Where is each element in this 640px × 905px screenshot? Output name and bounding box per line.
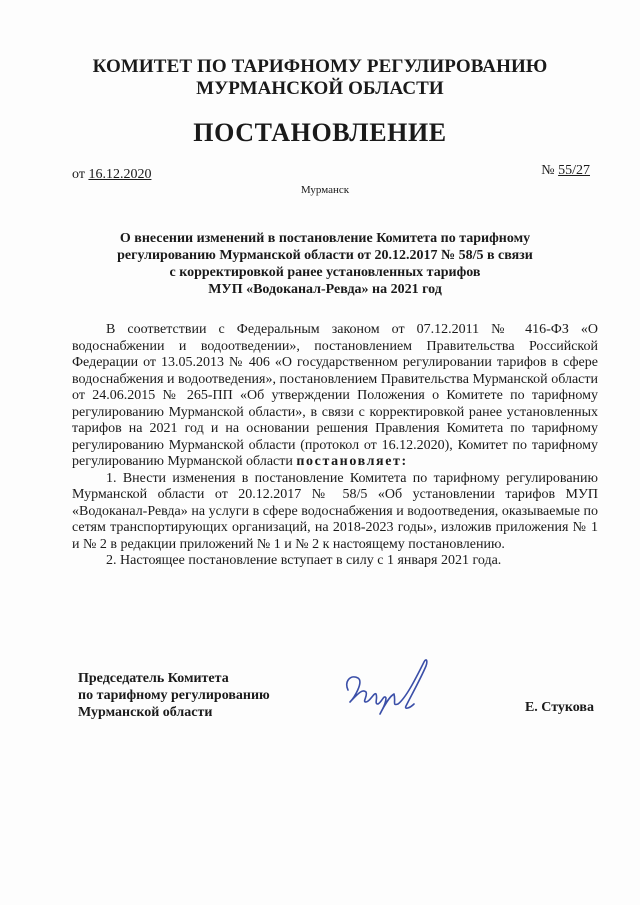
org-line-1: КОМИТЕТ ПО ТАРИФНОМУ РЕГУЛИРОВАНИЮ [92,56,548,77]
subject-line-3: с корректировкой ранее установленных тарифов [169,265,481,280]
item-1-paragraph: 1. Внести изменения в постановление Комитета по тарифному регулированию Мурманской области от 20.12.2017 № 58/5 «Об установлении тарифов МУП «Водоканал-Ревда» на услуги в сфере водоснабжения и водоотведения, оказываемые по сетям транспортирующих организаций, на 2018-2023 годы», изложив приложения № 1 и № 2 в редакции приложений № 1 и № 2 к настоящему постановлению. [72,470,598,552]
position-line-3: Мурманской области [78,705,213,720]
signer-name: Е. Стукова [524,700,594,715]
position-line-2: по тарифному регулированию [78,688,270,703]
date-value: 16.12.2020 [88,167,152,182]
org-line-2: МУРМАНСКОЙ ОБЛАСТИ [196,78,444,99]
document-city: Мурманск [300,184,350,196]
preamble-paragraph [72,322,598,471]
subject-line-1: О внесении изменений в постановление Комитета по тарифному [119,231,531,246]
document-type: ПОСТАНОВЛЕНИЕ [193,118,447,147]
document-number [541,163,590,179]
document-subject [80,230,570,298]
number-value: 55/27 [558,163,590,178]
item-2-paragraph: 2. Настоящее постановление вступает в силу с 1 января 2021 года. [106,553,502,568]
number-prefix: № [541,163,555,178]
date-prefix: от [72,167,85,182]
handwritten-signature [340,652,440,722]
decree-word: постановляет: [296,454,408,469]
subject-line-2: регулированию Мурманской области от 20.12.2017 № 58/5 в связи [117,248,533,263]
signature-stroke [347,660,427,714]
position-line-1: Председатель Комитета [78,671,229,686]
preamble-text: В соответствии с Федеральным законом от 07.12.2011 № 416-ФЗ «О водоснабжении и водоотведении», постановлением Правительства Российской Федерации от 13.05.2013 № 406 «О государственном регулировании тарифов в сфере водоснабжения и водоотведения», постановлением Правительства Мурманской области от 24.06.2015 № 265-ПП «Об утверждении Положения о Комитете по тарифному регулированию Мурманской области», в связи с корректировкой ранее установленных тарифов на 2021 год и на основании решения Правления Комитета по тарифному регулированию Мурманской области (протокол от 16.12.2020), Комитет по тарифному регулированию Мурманской области [72,322,598,469]
document-date [72,167,151,183]
signatory-position [78,670,270,721]
subject-line-4: МУП «Водоканал-Ревда» на 2021 год [208,282,442,297]
document-body [72,322,598,570]
issuing-authority [60,56,580,100]
